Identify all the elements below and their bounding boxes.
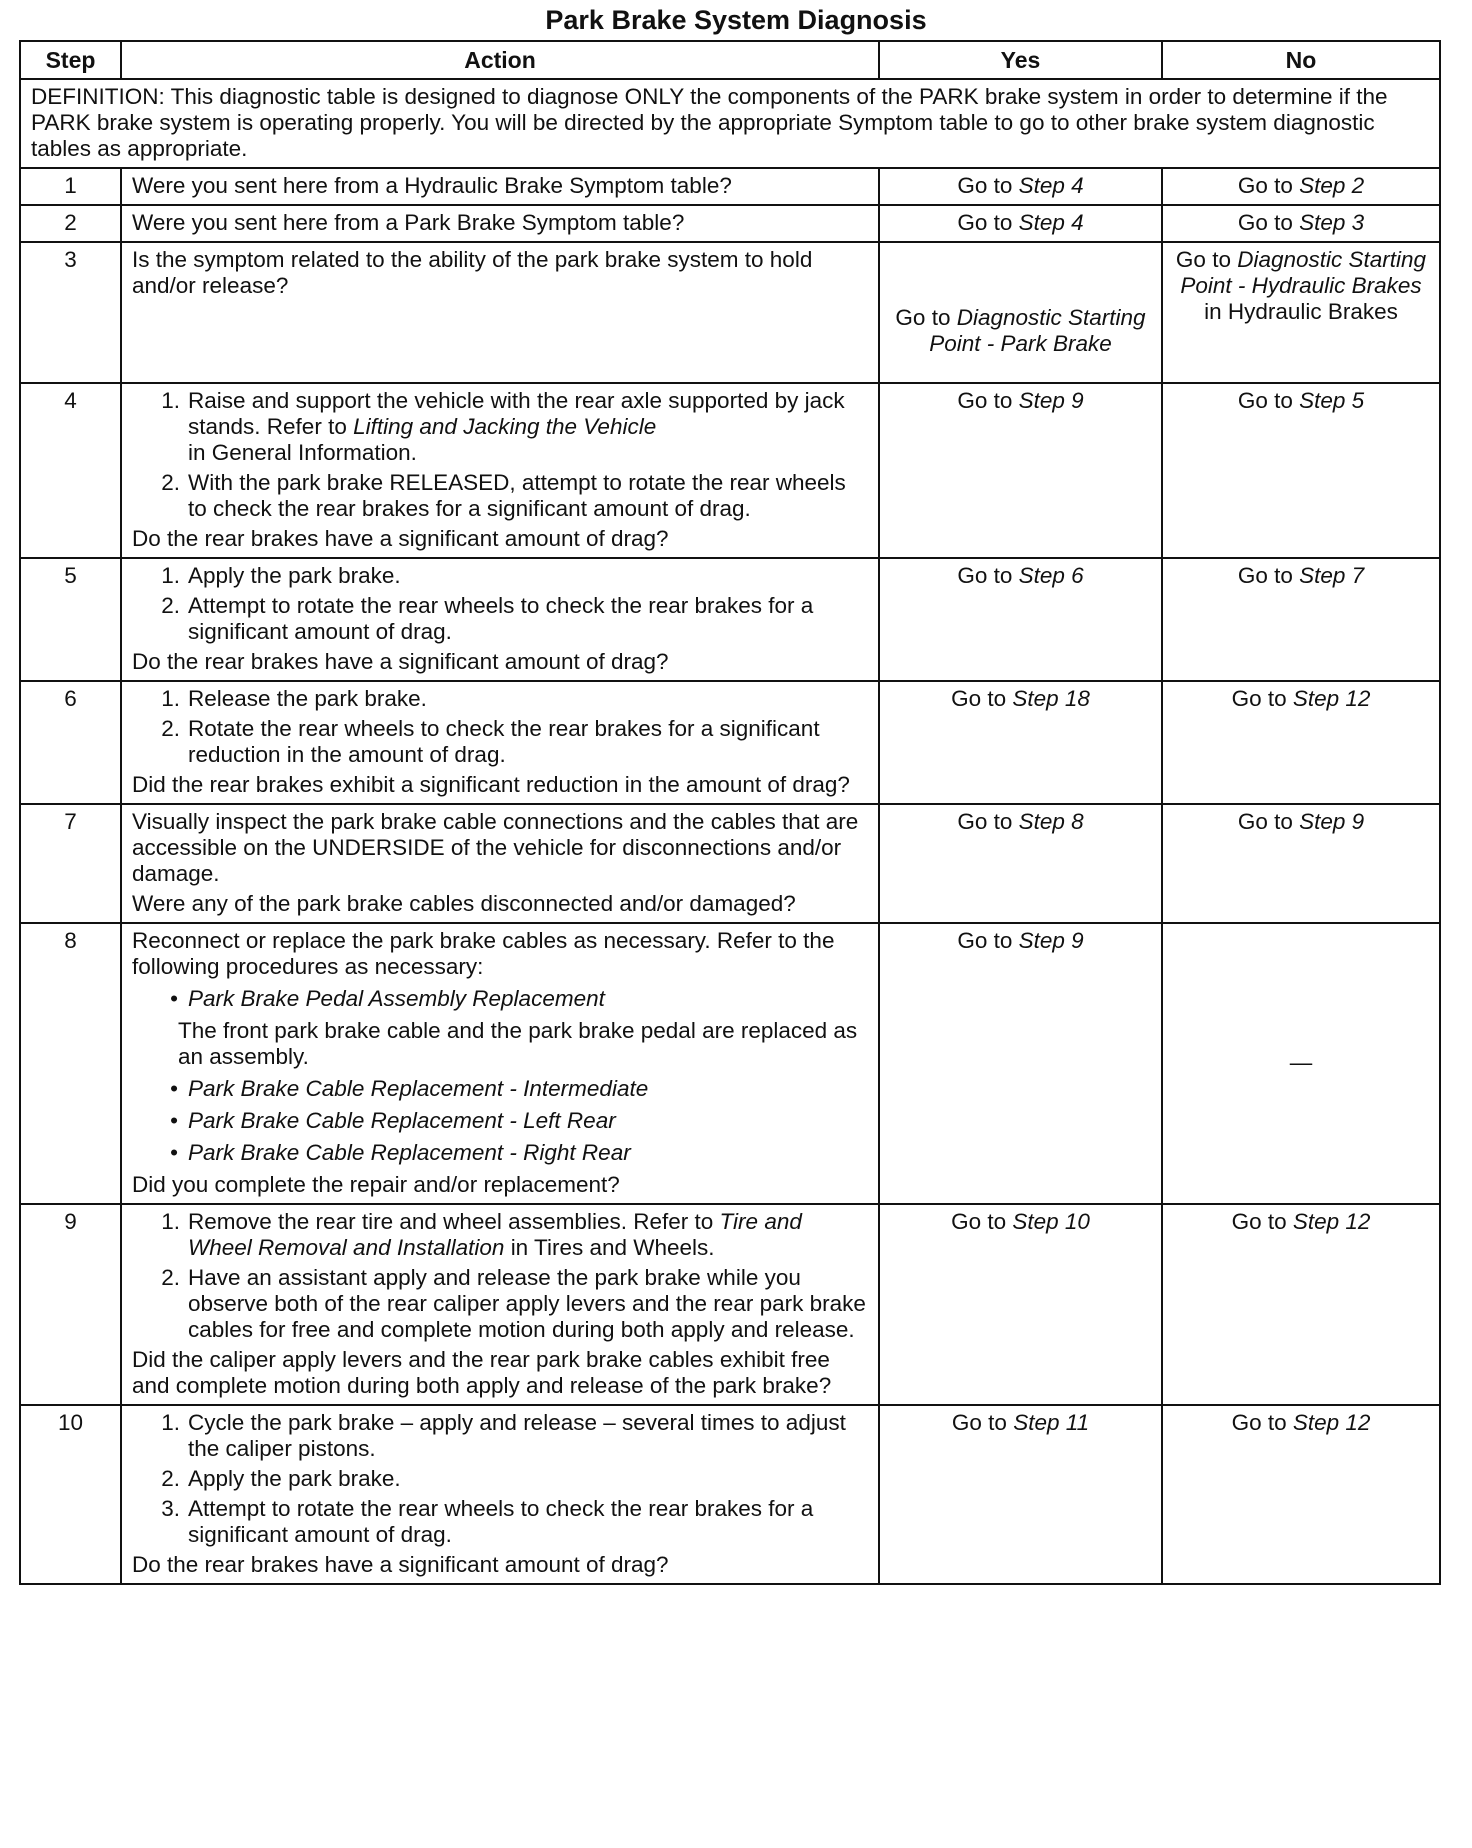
instruction-text: Apply the park brake.	[188, 563, 401, 588]
action-cell	[121, 558, 879, 681]
table-row	[20, 804, 1440, 923]
instruction-text: Rotate the rear wheels to check the rear brakes for a significant reduction in the amount of drag.	[188, 716, 820, 767]
no-cell	[1162, 242, 1440, 383]
yes-cell	[879, 242, 1162, 383]
instruction-text: Reconnect or replace the park brake cables as necessary. Refer to the following procedures as necessary:	[132, 928, 835, 979]
goto-text: Go to	[951, 1410, 1007, 1435]
instruction-text: in Tires and Wheels.	[510, 1235, 715, 1260]
header-yes: Yes	[879, 41, 1162, 79]
step-number: 4	[20, 383, 121, 558]
page-title: Park Brake System Diagnosis	[545, 5, 927, 35]
yes-cell	[879, 923, 1162, 1204]
action-question: Did you complete the repair and/or replacement?	[132, 1172, 620, 1197]
instruction-item	[132, 1466, 868, 1492]
instruction-item	[132, 1410, 868, 1462]
no-cell	[1162, 681, 1440, 804]
instruction-item	[132, 593, 868, 645]
definition-row	[20, 79, 1440, 168]
instruction-text: Have an assistant apply and release the park brake while you observe both of the rear caliper apply levers and the rear park brake cables for free and complete motion during both apply and release.	[188, 1265, 866, 1342]
step-link[interactable]: Step 4	[1018, 210, 1084, 235]
procedure-link[interactable]: Park Brake Pedal Assembly Replacement	[188, 986, 605, 1011]
bullet-item	[132, 986, 868, 1012]
step-link[interactable]: Step 12	[1292, 686, 1371, 711]
step-link[interactable]: Step 12	[1292, 1209, 1371, 1234]
step-number: 8	[20, 923, 121, 1204]
step-link[interactable]: Step 4	[1018, 173, 1084, 198]
no-cell	[1162, 1204, 1440, 1405]
action-cell	[121, 1204, 879, 1405]
step-number: 2	[20, 205, 121, 242]
step-link[interactable]: Step 9	[1018, 388, 1084, 413]
goto-text: Go to	[957, 173, 1013, 198]
goto-text: Go to	[1231, 1410, 1287, 1435]
instruction-item	[132, 716, 868, 768]
action-question: Do the rear brakes have a significant amount of drag?	[132, 1552, 669, 1577]
goto-text: Go to	[1231, 1209, 1287, 1234]
step-link[interactable]: Step 10	[1012, 1209, 1090, 1234]
item-number: 2.	[161, 1466, 180, 1491]
yes-cell	[879, 383, 1162, 558]
goto-text: Go to	[1237, 173, 1293, 198]
table-row	[20, 205, 1440, 242]
bullet-item	[132, 1076, 868, 1102]
item-number: 2.	[161, 1265, 180, 1290]
no-cell	[1162, 1405, 1440, 1584]
yes-cell	[879, 681, 1162, 804]
action-question: Is the symptom related to the ability of the park brake system to hold and/or release?	[121, 242, 879, 383]
yes-cell	[879, 205, 1162, 242]
table-row	[20, 1204, 1440, 1405]
instruction-text: in General Information.	[188, 440, 417, 465]
step-number: 10	[20, 1405, 121, 1584]
bullet-mark: •	[170, 986, 178, 1011]
action-cell	[121, 923, 879, 1204]
instruction-item	[132, 388, 868, 466]
goto-text: Go to	[895, 305, 951, 330]
instruction-text: Raise and support the vehicle with the rear axle supported by jack stands. Refer to	[188, 388, 845, 439]
instruction-item	[132, 1496, 868, 1548]
diagnosis-table	[19, 40, 1441, 1585]
no-cell	[1162, 923, 1440, 1204]
instruction-text: Release the park brake.	[188, 686, 427, 711]
action-question: Did the caliper apply levers and the rear park brake cables exhibit free and complete motion during both apply and release of the park brake?	[132, 1347, 832, 1398]
item-number: 2.	[161, 716, 180, 741]
instruction-item	[132, 470, 868, 522]
step-number: 3	[20, 242, 121, 383]
table-row	[20, 558, 1440, 681]
step-number: 5	[20, 558, 121, 681]
action-cell	[121, 804, 879, 923]
step-link[interactable]: Step 3	[1299, 210, 1365, 235]
procedure-link[interactable]: Diagnostic Starting Point - Park Brake	[929, 305, 1146, 356]
action-question: Were you sent here from a Park Brake Symptom table?	[121, 205, 879, 242]
goto-text: Go to	[957, 563, 1013, 588]
yes-cell	[879, 1405, 1162, 1584]
step-link[interactable]: Step 9	[1018, 928, 1084, 953]
goto-text: Go to	[951, 686, 1007, 711]
action-cell	[121, 681, 879, 804]
instruction-text: Remove the rear tire and wheel assemblies. Refer to	[188, 1209, 714, 1234]
header-row	[20, 41, 1440, 79]
action-question: Do the rear brakes have a significant amount of drag?	[132, 649, 669, 674]
no-cell	[1162, 383, 1440, 558]
instruction-text: Apply the park brake.	[188, 1466, 401, 1491]
procedure-link[interactable]: Lifting and Jacking the Vehicle	[353, 414, 657, 439]
action-cell	[121, 1405, 879, 1584]
bullet-mark: •	[170, 1140, 178, 1165]
goto-text: Go to	[957, 388, 1013, 413]
yes-cell	[879, 804, 1162, 923]
no-action-dash: —	[1289, 1050, 1313, 1075]
bullet-item	[132, 1108, 868, 1134]
item-number: 1.	[161, 686, 180, 711]
step-number: 9	[20, 1204, 121, 1405]
step-link[interactable]: Step 7	[1299, 563, 1365, 588]
procedure-link[interactable]: Park Brake Cable Replacement - Right Rear	[188, 1140, 631, 1165]
action-question: Do the rear brakes have a significant amount of drag?	[132, 526, 669, 551]
no-cell	[1162, 168, 1440, 205]
no-cell	[1162, 804, 1440, 923]
table-row	[20, 681, 1440, 804]
instruction-text: Cycle the park brake – apply and release – several times to adjust the caliper pistons.	[188, 1410, 846, 1461]
table-row	[20, 1405, 1440, 1584]
step-number: 7	[20, 804, 121, 923]
step-link[interactable]: Step 5	[1299, 388, 1365, 413]
instruction-item	[132, 1265, 868, 1343]
instruction-text: Attempt to rotate the rear wheels to check the rear brakes for a significant amount of drag.	[188, 1496, 814, 1547]
goto-text: Go to	[1231, 686, 1287, 711]
instruction-text: Attempt to rotate the rear wheels to check the rear brakes for a significant amount of drag.	[188, 593, 814, 644]
procedure-link[interactable]: Diagnostic Starting Point - Hydraulic Brakes	[1180, 247, 1427, 298]
table-row	[20, 242, 1440, 383]
item-number: 2.	[161, 470, 180, 495]
goto-text: Go to	[957, 809, 1013, 834]
instruction-text: With the park brake RELEASED, attempt to rotate the rear wheels to check the rear brakes for a significant amount of drag.	[188, 470, 846, 521]
action-question: Did the rear brakes exhibit a significant reduction in the amount of drag?	[132, 772, 850, 797]
header-no: No	[1162, 41, 1440, 79]
goto-text: Go to	[1237, 210, 1293, 235]
goto-text: Go to	[1237, 563, 1293, 588]
bullet-item	[132, 1140, 868, 1166]
header-step: Step	[20, 41, 121, 79]
yes-cell	[879, 558, 1162, 681]
procedure-link[interactable]: Park Brake Cable Replacement - Left Rear	[188, 1108, 616, 1133]
step-link[interactable]: Step 2	[1299, 173, 1365, 198]
bullet-mark: •	[170, 1076, 178, 1101]
goto-text: Go to	[1237, 388, 1293, 413]
instruction-item	[132, 1209, 868, 1261]
item-number: 2.	[161, 593, 180, 618]
item-number: 1.	[161, 1209, 180, 1234]
procedure-link[interactable]: Park Brake Cable Replacement - Intermediate	[188, 1076, 649, 1101]
step-link[interactable]: Step 12	[1292, 1410, 1371, 1435]
no-cell	[1162, 558, 1440, 681]
yes-cell	[879, 168, 1162, 205]
step-link[interactable]: Step 18	[1012, 686, 1090, 711]
step-link[interactable]: Step 6	[1018, 563, 1084, 588]
section-text: in Hydraulic Brakes	[1204, 299, 1398, 324]
step-link[interactable]: Step 11	[1013, 1410, 1090, 1435]
goto-text: Go to	[1237, 809, 1293, 834]
header-action: Action	[121, 41, 879, 79]
action-question: Were you sent here from a Hydraulic Brake Symptom table?	[121, 168, 879, 205]
goto-text: Go to	[957, 210, 1013, 235]
bullet-note: The front park brake cable and the park brake pedal are replaced as an assembly.	[178, 1018, 858, 1069]
item-number: 1.	[161, 563, 180, 588]
table-row	[20, 923, 1440, 1204]
instruction-text: Visually inspect the park brake cable connections and the cables that are accessible on the UNDERSIDE of the vehicle for disconnections and/or damage.	[132, 809, 859, 886]
bullet-mark: •	[170, 1108, 178, 1133]
goto-text: Go to	[957, 928, 1013, 953]
table-row	[20, 168, 1440, 205]
yes-cell	[879, 1204, 1162, 1405]
action-cell	[121, 383, 879, 558]
action-question: Were any of the park brake cables disconnected and/or damaged?	[132, 891, 796, 916]
step-number: 6	[20, 681, 121, 804]
instruction-item	[132, 686, 868, 712]
instruction-item	[132, 563, 868, 589]
no-cell	[1162, 205, 1440, 242]
goto-text: Go to	[1175, 247, 1231, 272]
step-link[interactable]: Step 9	[1299, 809, 1365, 834]
table-row	[20, 383, 1440, 558]
goto-text: Go to	[951, 1209, 1007, 1234]
item-number: 1.	[161, 1410, 180, 1435]
procedure-link[interactable]: Tire and Wheel Removal and Installation	[188, 1209, 802, 1260]
step-link[interactable]: Step 8	[1018, 809, 1084, 834]
definition-text: DEFINITION: This diagnostic table is designed to diagnose ONLY the components of the PARK brake system in order to determine if the PARK brake system is operating properly. You will be directed by the appropriate Symptom table to go to other brake system diagnostic tables as appropriate.	[20, 79, 1440, 168]
step-number: 1	[20, 168, 121, 205]
item-number: 3.	[161, 1496, 180, 1521]
item-number: 1.	[161, 388, 180, 413]
